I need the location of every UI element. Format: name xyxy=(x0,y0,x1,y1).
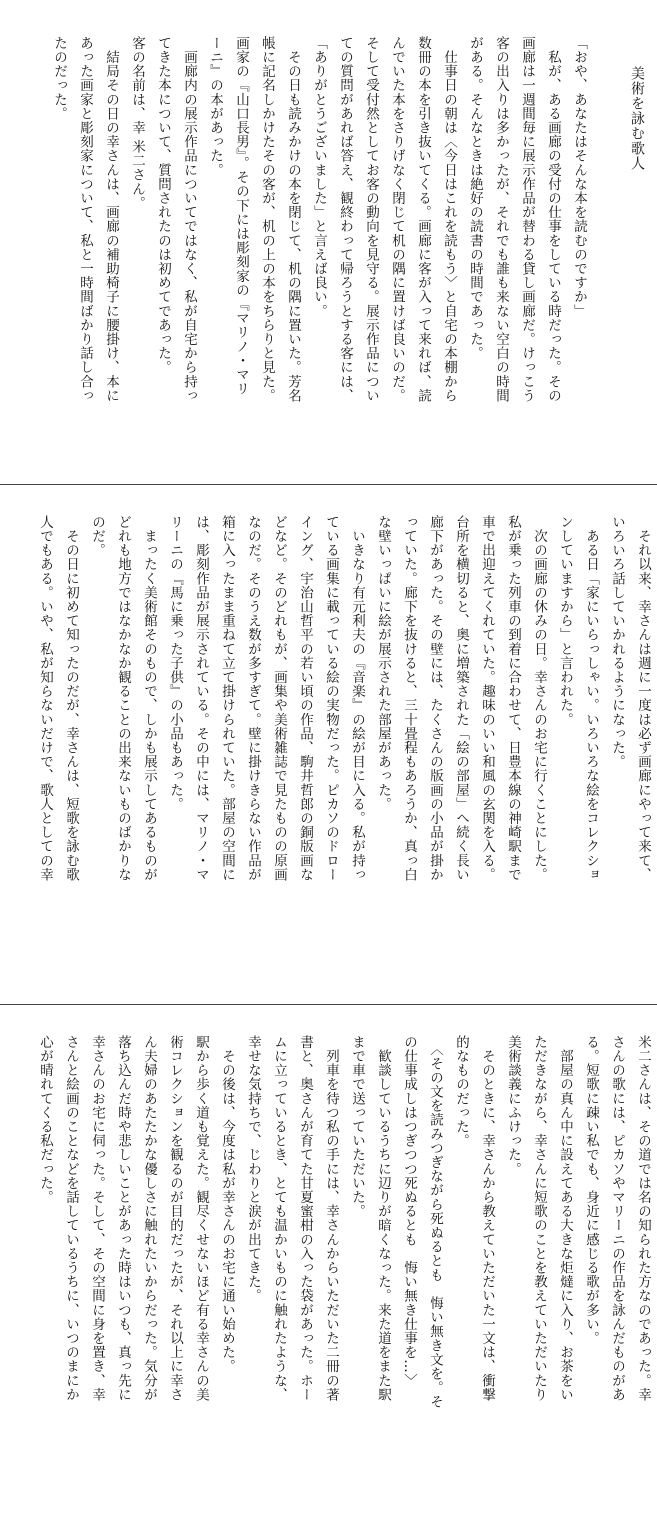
text-column: る。短歌に疎い私でも、身近に感じる歌が多い。 xyxy=(583,1035,599,1346)
text-column: さんと絵画のことなどを話しているうちに、いつのまにか xyxy=(63,1035,79,1402)
text-column: ある日「家にいらっしゃい。いろいろな絵をコレクショ xyxy=(583,515,599,882)
text-column: 画廊内の展示作品についてではなく、私が自宅から持っ xyxy=(181,36,197,403)
text-column: その後は、今度は私が幸さんのお宅に通い始めた。 xyxy=(219,1035,235,1374)
text-column: 的なものだった。 xyxy=(453,1035,469,1148)
text-column: 次の画廊の休みの日。幸さんのお宅に行くことにした。 xyxy=(531,515,547,882)
text-column: 結局その日の幸さんは、画廊の補助椅子に腰掛け、本に xyxy=(103,36,119,403)
text-column: 「ありがとうございました」と言えば良い。 xyxy=(311,36,327,318)
text-column: 列車を待つ私の手には、幸さんからいただいた二冊の著 xyxy=(323,1035,339,1402)
text-column: いろいろ話していかれるようになった。 xyxy=(609,515,625,769)
text-column: 仕事日の朝は〈今日はこれを読もう〉と自宅の本棚から xyxy=(441,36,457,403)
text-column: ただきながら、幸さんに短歌のことを教えていただいたり xyxy=(531,1035,547,1402)
text-column: 部屋の真ん中に設えてある大きな炬燵に入り、お茶をい xyxy=(557,1035,573,1402)
text-column: 「おや、あなたはそんな本を読むのですか」 xyxy=(571,36,587,318)
text-column: 幸せな気持ちで、じわりと涙が出てきた。 xyxy=(245,1035,261,1303)
text-column: ている画集に載っている絵の実物だった。ピカソのドロー xyxy=(323,515,339,882)
text-column: リーニの『馬に乗った子供』の小品もあった。 xyxy=(167,515,183,812)
text-column: っていた。廊下を抜けると、三十畳程もあろうか、真っ白 xyxy=(401,515,417,882)
text-column: 駅から歩く道も覚えた。観尽くせないほど有る幸さんの美 xyxy=(193,1035,209,1402)
text-column: 帳に記名しかけたその客が、机の上の本をちらりと見た。 xyxy=(259,36,275,403)
text-column: まで車で送っていただいた。 xyxy=(349,1035,365,1219)
text-column: 落ち込んだ時や悲しいことがあった時はいつも、真っ先に xyxy=(115,1035,131,1402)
essay-section-1 xyxy=(0,0,657,484)
text-column: 画廊は一週間毎に展示作品が替わる貸し画廊だ。けっこう xyxy=(519,36,535,403)
text-column: 箱に入ったまま重ねて立て掛けられていた。部屋の空間に xyxy=(219,515,235,882)
text-column: 書と、奥さんが育てた甘夏蜜柑の入った袋があった。ホー xyxy=(297,1035,313,1402)
text-column: の仕事成しはつぎつつ死ぬるとも 悔い無き仕事を…〉 xyxy=(401,1035,417,1388)
text-column: いきなり有元利夫の『音楽』の絵が目に入る。私が持っ xyxy=(349,515,365,882)
text-column: 人でもある。いや、私が知らないだけで、歌人としての幸 xyxy=(37,515,53,882)
text-column: その日も読みかけの本を閉じて、机の隅に置いた。芳名 xyxy=(285,36,301,403)
text-column: どなど。そのどれもが、画集や美術雑誌で見たものの原画 xyxy=(271,515,287,882)
text-column: がある。そんなときは絶好の読書の時間であった。 xyxy=(467,36,483,361)
text-column: まったく美術館そのもので、しかも展示してあるものが xyxy=(141,515,157,882)
text-column: 私が、ある画廊の受付の仕事をしている時だった。その xyxy=(545,36,561,403)
text-column: てきた本について、質問されたのは初めてであった。 xyxy=(155,36,171,375)
text-column: さんの歌には、ピカソやマリーニの作品を詠んだものがあ xyxy=(609,1035,625,1402)
text-column: 廊下があった。その壁には、たくさんの版画の小品が掛か xyxy=(427,515,443,882)
text-column: あった画家と彫刻家について、私と一時間ばかり話し合っ xyxy=(77,36,93,403)
text-column: そのときに、幸さんから教えていただいた一文は、衝撃 xyxy=(479,1035,495,1402)
text-column: その日に初めて知ったのだが、幸さんは、短歌を詠む歌 xyxy=(63,515,79,882)
text-column: 台所を横切ると、奥に増築された「絵の部屋」へ続く長い xyxy=(453,515,469,882)
text-column: 客の名前は、幸 米二さん。 xyxy=(129,36,145,211)
text-column: 術コレクションを観るのが目的だったが、それ以上に幸さ xyxy=(167,1035,183,1402)
text-column: 〈その文を読みつぎながら死ぬるとも 悔い無き文を。そ xyxy=(427,1035,443,1409)
text-column: それ以来、幸さんは週に一度は必ず画廊にやって来て、 xyxy=(635,515,651,882)
text-column: イング、宇治山哲平の若い頃の作品、駒井哲郎の銅版画な xyxy=(297,515,313,882)
text-column: ンしていますから」と言われた。 xyxy=(557,515,573,727)
text-column: 美術談義にふけった。 xyxy=(505,1035,521,1176)
text-column: そして受付然としてお客の動向を見守る。展示作品につい xyxy=(363,36,379,403)
text-column: どれも地方ではなかなか観ることの出来ないものばかりな xyxy=(115,515,131,882)
text-column: 歓談しているうちに辺りが暗くなった。来た道をまた駅 xyxy=(375,1035,391,1402)
text-column: 数冊の本を引き抜いてくる。画廊に客が入って来れば、読 xyxy=(415,36,431,403)
text-column: ムに立っているとき、とても温かいものに触れたような、 xyxy=(271,1035,287,1402)
text-column: な壁いっぱいに絵が展示された部屋があった。 xyxy=(375,515,391,812)
text-column: ての質問があれば答え、観終わって帰ろうとする客には、 xyxy=(337,36,353,403)
essay-section-2 xyxy=(0,485,657,1004)
text-column: たのだった。 xyxy=(51,36,67,121)
text-column: ん夫婦のあたたかな優しさに触れたいからだった。気分が xyxy=(141,1035,157,1402)
essay-title: 美術を詠む歌人 xyxy=(629,66,645,171)
text-column: 米二さんは、その道では名の知られた方なのであった。幸 xyxy=(635,1035,651,1402)
text-column: 車で出迎えてくれていた。趣味のいい和風の玄関を入る。 xyxy=(479,515,495,882)
essay-section-3 xyxy=(0,1005,657,1528)
text-column: なのだ。そのうえ数が多すぎて。壁に掛けきらない作品が xyxy=(245,515,261,882)
text-column: 客の出入りは多かったが、それでも誰も来ない空白の時間 xyxy=(493,36,509,403)
text-column: 私が乗った列車の到着に合わせて、日豊本線の神崎駅まで xyxy=(505,515,521,882)
text-column: 幸さんのお宅に伺った。そして、その空間に身を置き、幸 xyxy=(89,1035,105,1402)
text-column: んでいた本をさりげなく閉じて机の隅に置けば良いのだ。 xyxy=(389,36,405,403)
text-column: は、彫刻作品が展示されている。その中には、マリノ・マ xyxy=(193,515,209,882)
text-column: 心が晴れてくる私だった。 xyxy=(37,1035,53,1205)
text-column: 画家の『山口長男』。その下には彫刻家の『マリノ・マリ xyxy=(233,36,249,396)
text-column: のだ。 xyxy=(89,515,105,558)
text-column: ーニ』の本があった。 xyxy=(207,36,223,177)
